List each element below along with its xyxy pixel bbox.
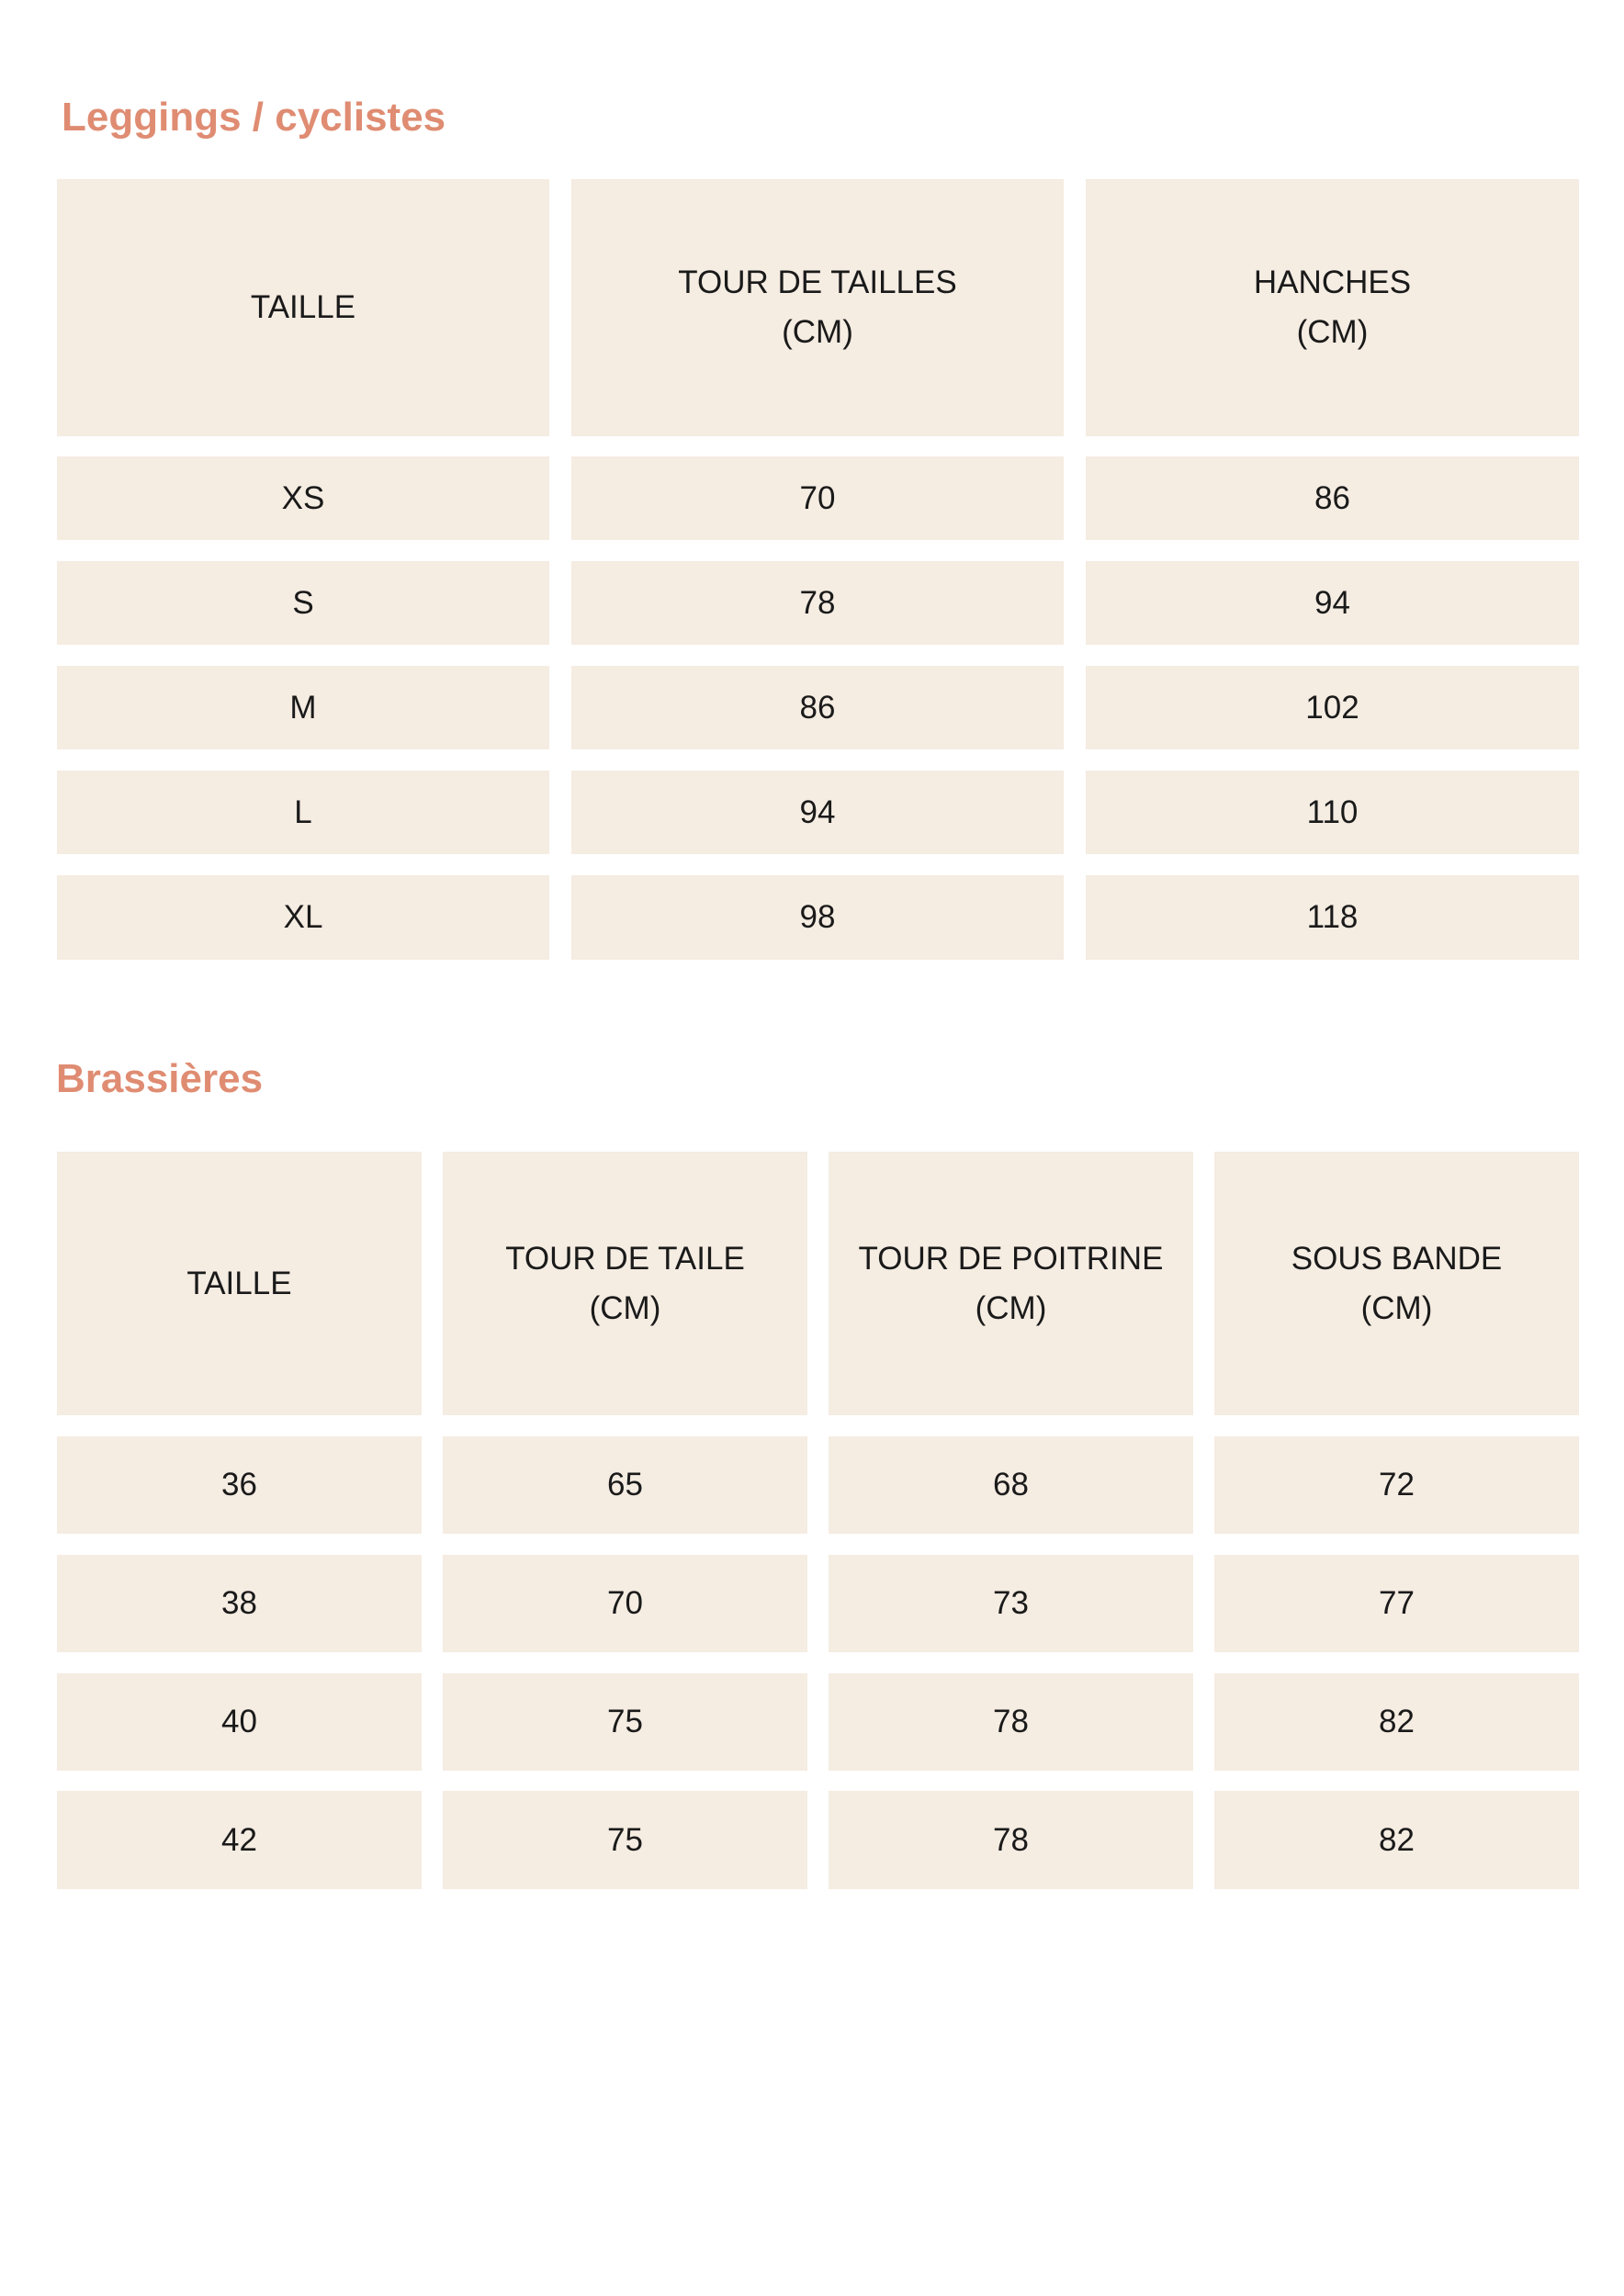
header-label: HANCHES bbox=[1253, 264, 1412, 300]
table-cell: 70 bbox=[571, 456, 1064, 540]
header-label: TOUR DE POITRINE bbox=[858, 1240, 1164, 1277]
table-cell: 94 bbox=[571, 771, 1064, 854]
table-cell: 75 bbox=[443, 1791, 807, 1889]
table-cell: 40 bbox=[57, 1673, 422, 1771]
header-label: TOUR DE TAILE bbox=[505, 1240, 745, 1277]
table-cell: XL bbox=[57, 875, 549, 960]
table-cell: 73 bbox=[829, 1555, 1193, 1652]
table-cell: 78 bbox=[829, 1673, 1193, 1771]
table-cell: 94 bbox=[1086, 561, 1579, 645]
table-cell: 78 bbox=[829, 1791, 1193, 1889]
table-cell: 82 bbox=[1214, 1791, 1579, 1889]
table-cell: 78 bbox=[571, 561, 1064, 645]
table-cell: 75 bbox=[443, 1673, 807, 1771]
table-cell: 42 bbox=[57, 1791, 422, 1889]
header-label: TAILLE bbox=[186, 1265, 292, 1301]
brassieres-section-title: Brassières bbox=[56, 1056, 264, 1101]
header-unit: (CM) bbox=[589, 1289, 661, 1326]
table-header-cell bbox=[1214, 1152, 1579, 1415]
table-cell: 72 bbox=[1214, 1436, 1579, 1534]
table-cell: 110 bbox=[1086, 771, 1579, 854]
table-cell: M bbox=[57, 666, 549, 749]
table-cell: 36 bbox=[57, 1436, 422, 1534]
header-unit: (CM) bbox=[1296, 314, 1369, 350]
header-unit: (CM) bbox=[782, 314, 853, 350]
table-cell: XS bbox=[57, 456, 549, 540]
table-cell: 68 bbox=[829, 1436, 1193, 1534]
table-cell: 86 bbox=[1086, 456, 1579, 540]
header-label: TAILLE bbox=[250, 289, 356, 325]
table-cell: 118 bbox=[1086, 875, 1579, 960]
header-unit: (CM) bbox=[1360, 1289, 1433, 1326]
header-unit: (CM) bbox=[975, 1289, 1047, 1326]
header-label: TOUR DE TAILLES bbox=[678, 264, 957, 300]
table-cell: S bbox=[57, 561, 549, 645]
table-cell: 98 bbox=[571, 875, 1064, 960]
table-header-cell bbox=[57, 1152, 422, 1415]
table-cell: L bbox=[57, 771, 549, 854]
table-cell: 82 bbox=[1214, 1673, 1579, 1771]
table-header-cell bbox=[443, 1152, 807, 1415]
table-cell: 65 bbox=[443, 1436, 807, 1534]
table-cell: 70 bbox=[443, 1555, 807, 1652]
table-cell: 86 bbox=[571, 666, 1064, 749]
table-header-cell bbox=[829, 1152, 1193, 1415]
table-header-cell bbox=[57, 179, 549, 436]
table-header-cell bbox=[1086, 179, 1579, 436]
header-label: SOUS BANDE bbox=[1291, 1240, 1503, 1277]
leggings-section-title: Leggings / cyclistes bbox=[62, 95, 446, 140]
table-header-cell bbox=[571, 179, 1064, 436]
table-cell: 77 bbox=[1214, 1555, 1579, 1652]
table-cell: 102 bbox=[1086, 666, 1579, 749]
table-cell: 38 bbox=[57, 1555, 422, 1652]
